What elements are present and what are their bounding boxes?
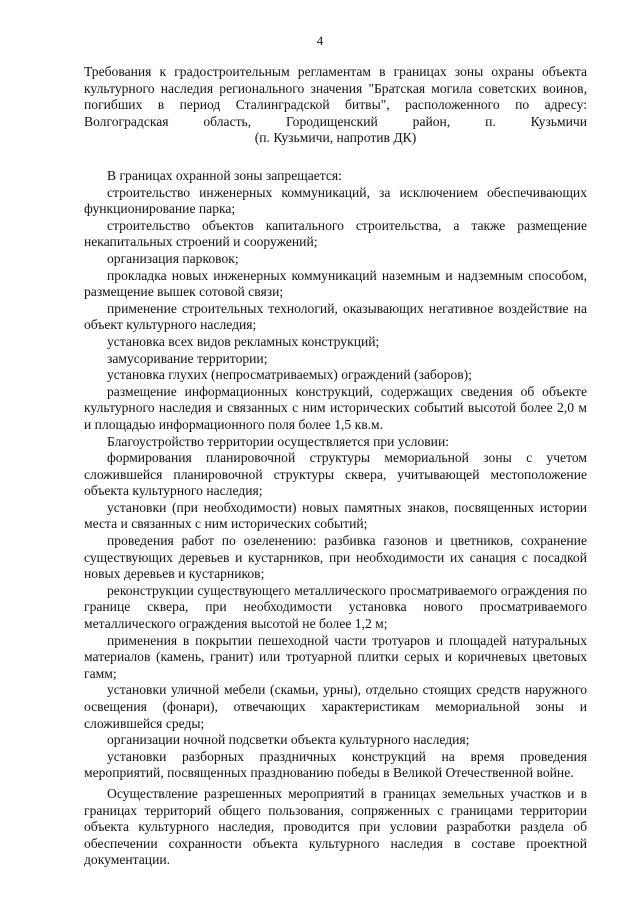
paragraph: установки разборных праздничных конструкций на время проведения мероприятий, посвященных празднованию победы в Великой Отечественной войне. <box>84 748 587 781</box>
paragraph: установка глухих (непросматриваемых) ограждений (заборов); <box>107 367 472 383</box>
paragraph: применения в покрытии пешеходной части тротуаров и площадей натуральных материалов (камень, гранит) или тротуарной плитки серых и коричневых цветовых гамм; <box>84 632 587 681</box>
paragraph: установки уличной мебели (скамьи, урны), отдельно стоящих средств наружного освещения (фонари), отвечающих характеристикам мемориальной зоны и сложившейся среды; <box>84 682 587 731</box>
paragraph: применение строительных технологий, оказывающих негативное воздействие на объект культурного наследия; <box>84 300 587 333</box>
paragraph: размещение информационных конструкций, содержащих сведения об объекте культурного наследия и связанных с ним исторических событий высотой более 2,0 м и площадью информационного поля более 1,5 кв.м. <box>84 383 587 432</box>
paragraph: строительство инженерных коммуникаций, за исключением обеспечивающих функционирование парка; <box>84 184 587 217</box>
paragraph: замусоривание территории; <box>107 350 268 366</box>
paragraph: строительство объектов капитального строительства, а также размещение некапитальных строений и сооружений; <box>84 217 587 250</box>
title-line-4: Волгоградская область, Городищенский район, п. Кузьмичи <box>84 113 587 129</box>
document-body <box>84 168 587 869</box>
title-line-2: культурного наследия регионального значения "Братская могила советских воинов, <box>84 80 587 96</box>
paragraph: прокладка новых инженерных коммуникаций наземным и надземным способом, размещение вышек сотовой связи; <box>84 267 587 300</box>
paragraph: формирования планировочной структуры мемориальной зоны с учетом сложившейся планировочной структуры сквера, учитывающей местоположение объекта культурного наследия; <box>84 450 587 499</box>
title-line-1: Требования к градостроительным регламентам в границах зоны охраны объекта <box>84 64 587 79</box>
paragraph: установка всех видов рекламных конструкций; <box>107 333 380 349</box>
page-number: 4 <box>316 33 324 48</box>
paragraph: организация парковок; <box>107 250 239 266</box>
paragraph: В границах охранной зоны запрещается: <box>107 168 342 183</box>
paragraph: организации ночной подсветки объекта культурного наследия; <box>107 732 470 748</box>
paragraph: установки (при необходимости) новых памятных знаков, посвященных истории места и связанных с ним исторических событий; <box>84 499 587 532</box>
paragraph: Благоустройство территории осуществляется при условии: <box>107 433 450 449</box>
paragraph: реконструкции существующего металлического просматриваемого ограждения по границе сквера, при необходимости установка нового просматриваемого металлического ограждения высотой не более 1,2 м; <box>84 582 587 632</box>
title-line-3: погибших в период Сталинградской битвы", расположенного по адресу: <box>84 97 587 112</box>
paragraph: Осуществление разрешенных мероприятий в границах земельных участков и в границах территорий общего пользования, сопряженных с границами территории объекта культурного наследия, проводится при условии разработки раздела об обеспечении сохранности объекта культурного наследия в составе проектной документации. <box>84 785 587 868</box>
document-title <box>84 64 587 147</box>
paragraph: проведения работ по озеленению: разбивка газонов и цветников, сохранение существующих деревьев и кустарников, при необходимости их санация с посадкой новых деревьев и кустарников; <box>84 533 587 582</box>
title-line-5: (п. Кузьмичи, напротив ДК) <box>254 130 417 145</box>
